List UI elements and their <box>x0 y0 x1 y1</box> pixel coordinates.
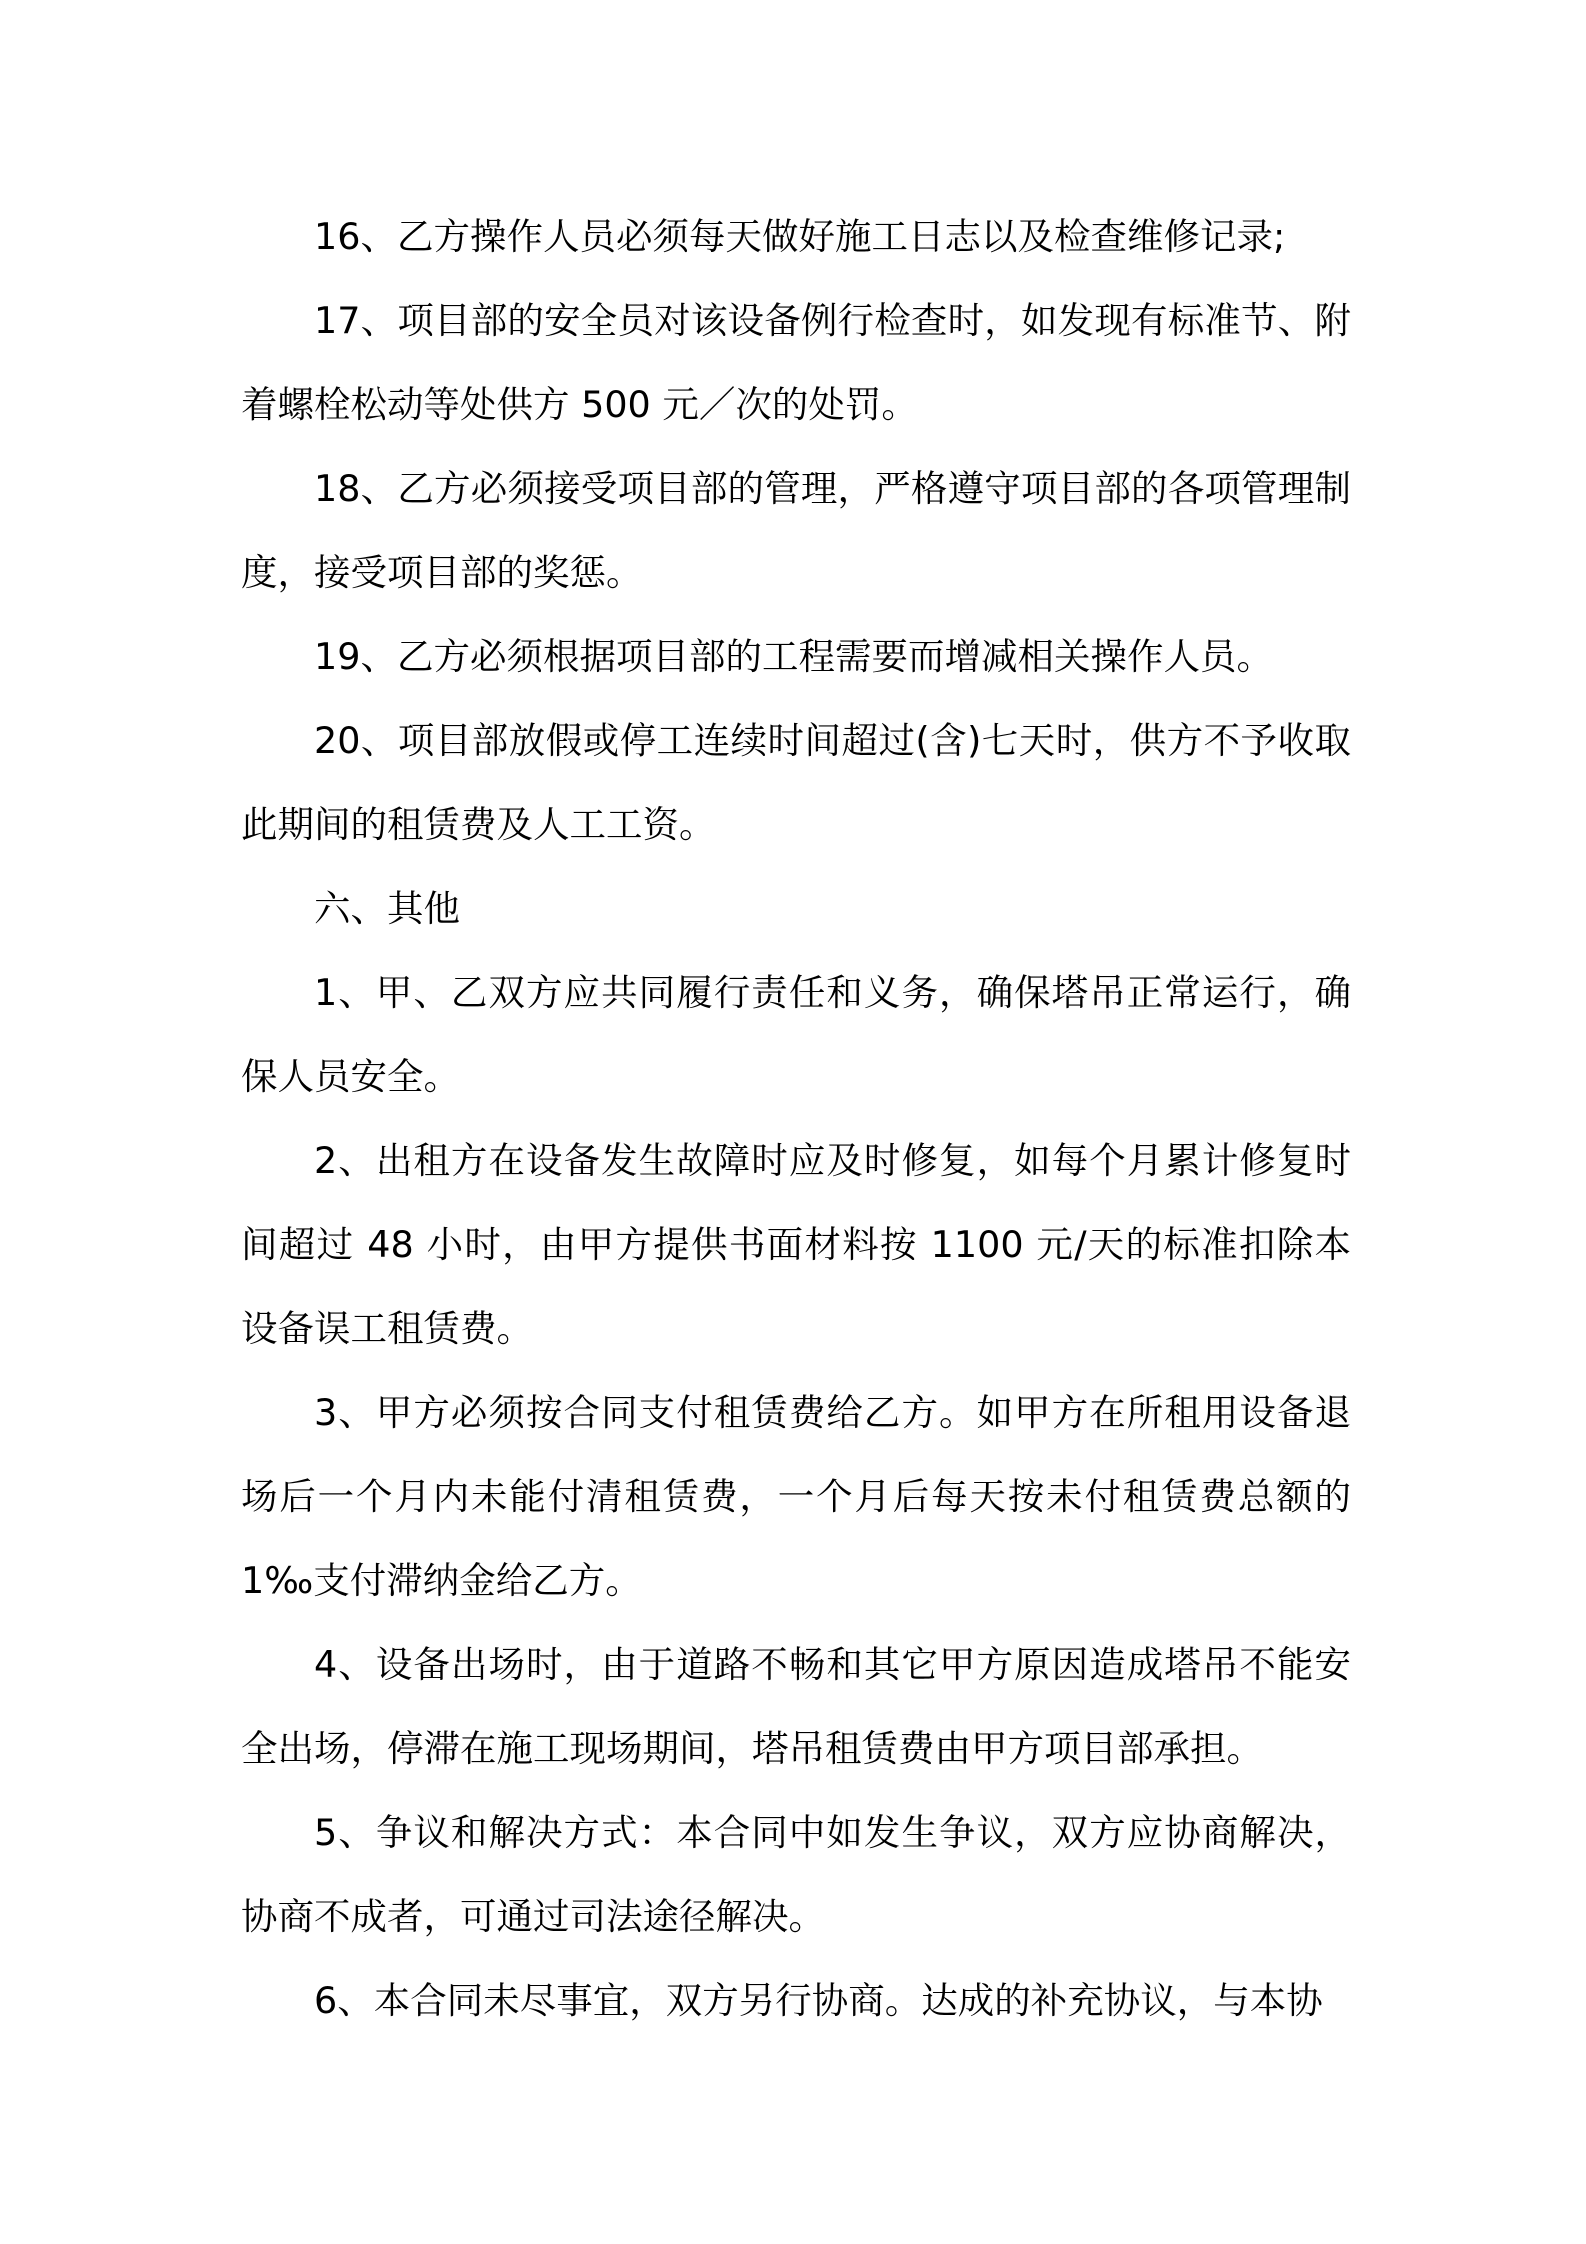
other-clause-3: 3、甲方必须按合同支付租赁费给乙方。如甲方在所租用设备退场后一个月内未能付清租赁费，一个月后每天按未付租赁费总额的1‰支付滞纳金给乙方。 <box>241 1391 1351 1602</box>
other-clause-2: 2、出租方在设备发生故障时应及时修复，如每个月累计修复时间超过 48 小时，由甲方提供书面材料按 1100 元/天的标准扣除本设备误工租赁费。 <box>241 1139 1351 1350</box>
other-clause-5: 5、争议和解决方式：本合同中如发生争议，双方应协商解决，协商不成者，可通过司法途径解决。 <box>241 1811 1351 1938</box>
other-clause-1: 1、甲、乙双方应共同履行责任和义务，确保塔吊正常运行，确保人员安全。 <box>241 971 1351 1098</box>
other-clause-6: 6、本合同未尽事宜，双方另行协商。达成的补充协议，与本协 <box>314 1979 1323 2022</box>
clause-19: 19、乙方必须根据项目部的工程需要而增减相关操作人员。 <box>314 635 1273 678</box>
clause-17: 17、项目部的安全员对该设备例行检查时，如发现有标准节、附着螺栓松动等处供方 500 元／次的处罚。 <box>241 299 1351 426</box>
other-clause-4: 4、设备出场时，由于道路不畅和其它甲方原因造成塔吊不能安全出场，停滞在施工现场期间，塔吊租赁费由甲方项目部承担。 <box>241 1643 1351 1770</box>
document-body <box>241 195 1351 2043</box>
section-heading-other: 六、其他 <box>314 887 460 930</box>
clause-20: 20、项目部放假或停工连续时间超过(含)七天时，供方不予收取此期间的租赁费及人工工资。 <box>241 719 1351 846</box>
clause-18: 18、乙方必须接受项目部的管理，严格遵守项目部的各项管理制度，接受项目部的奖惩。 <box>241 467 1351 594</box>
clause-16: 16、乙方操作人员必须每天做好施工日志以及检查维修记录; <box>314 215 1286 258</box>
